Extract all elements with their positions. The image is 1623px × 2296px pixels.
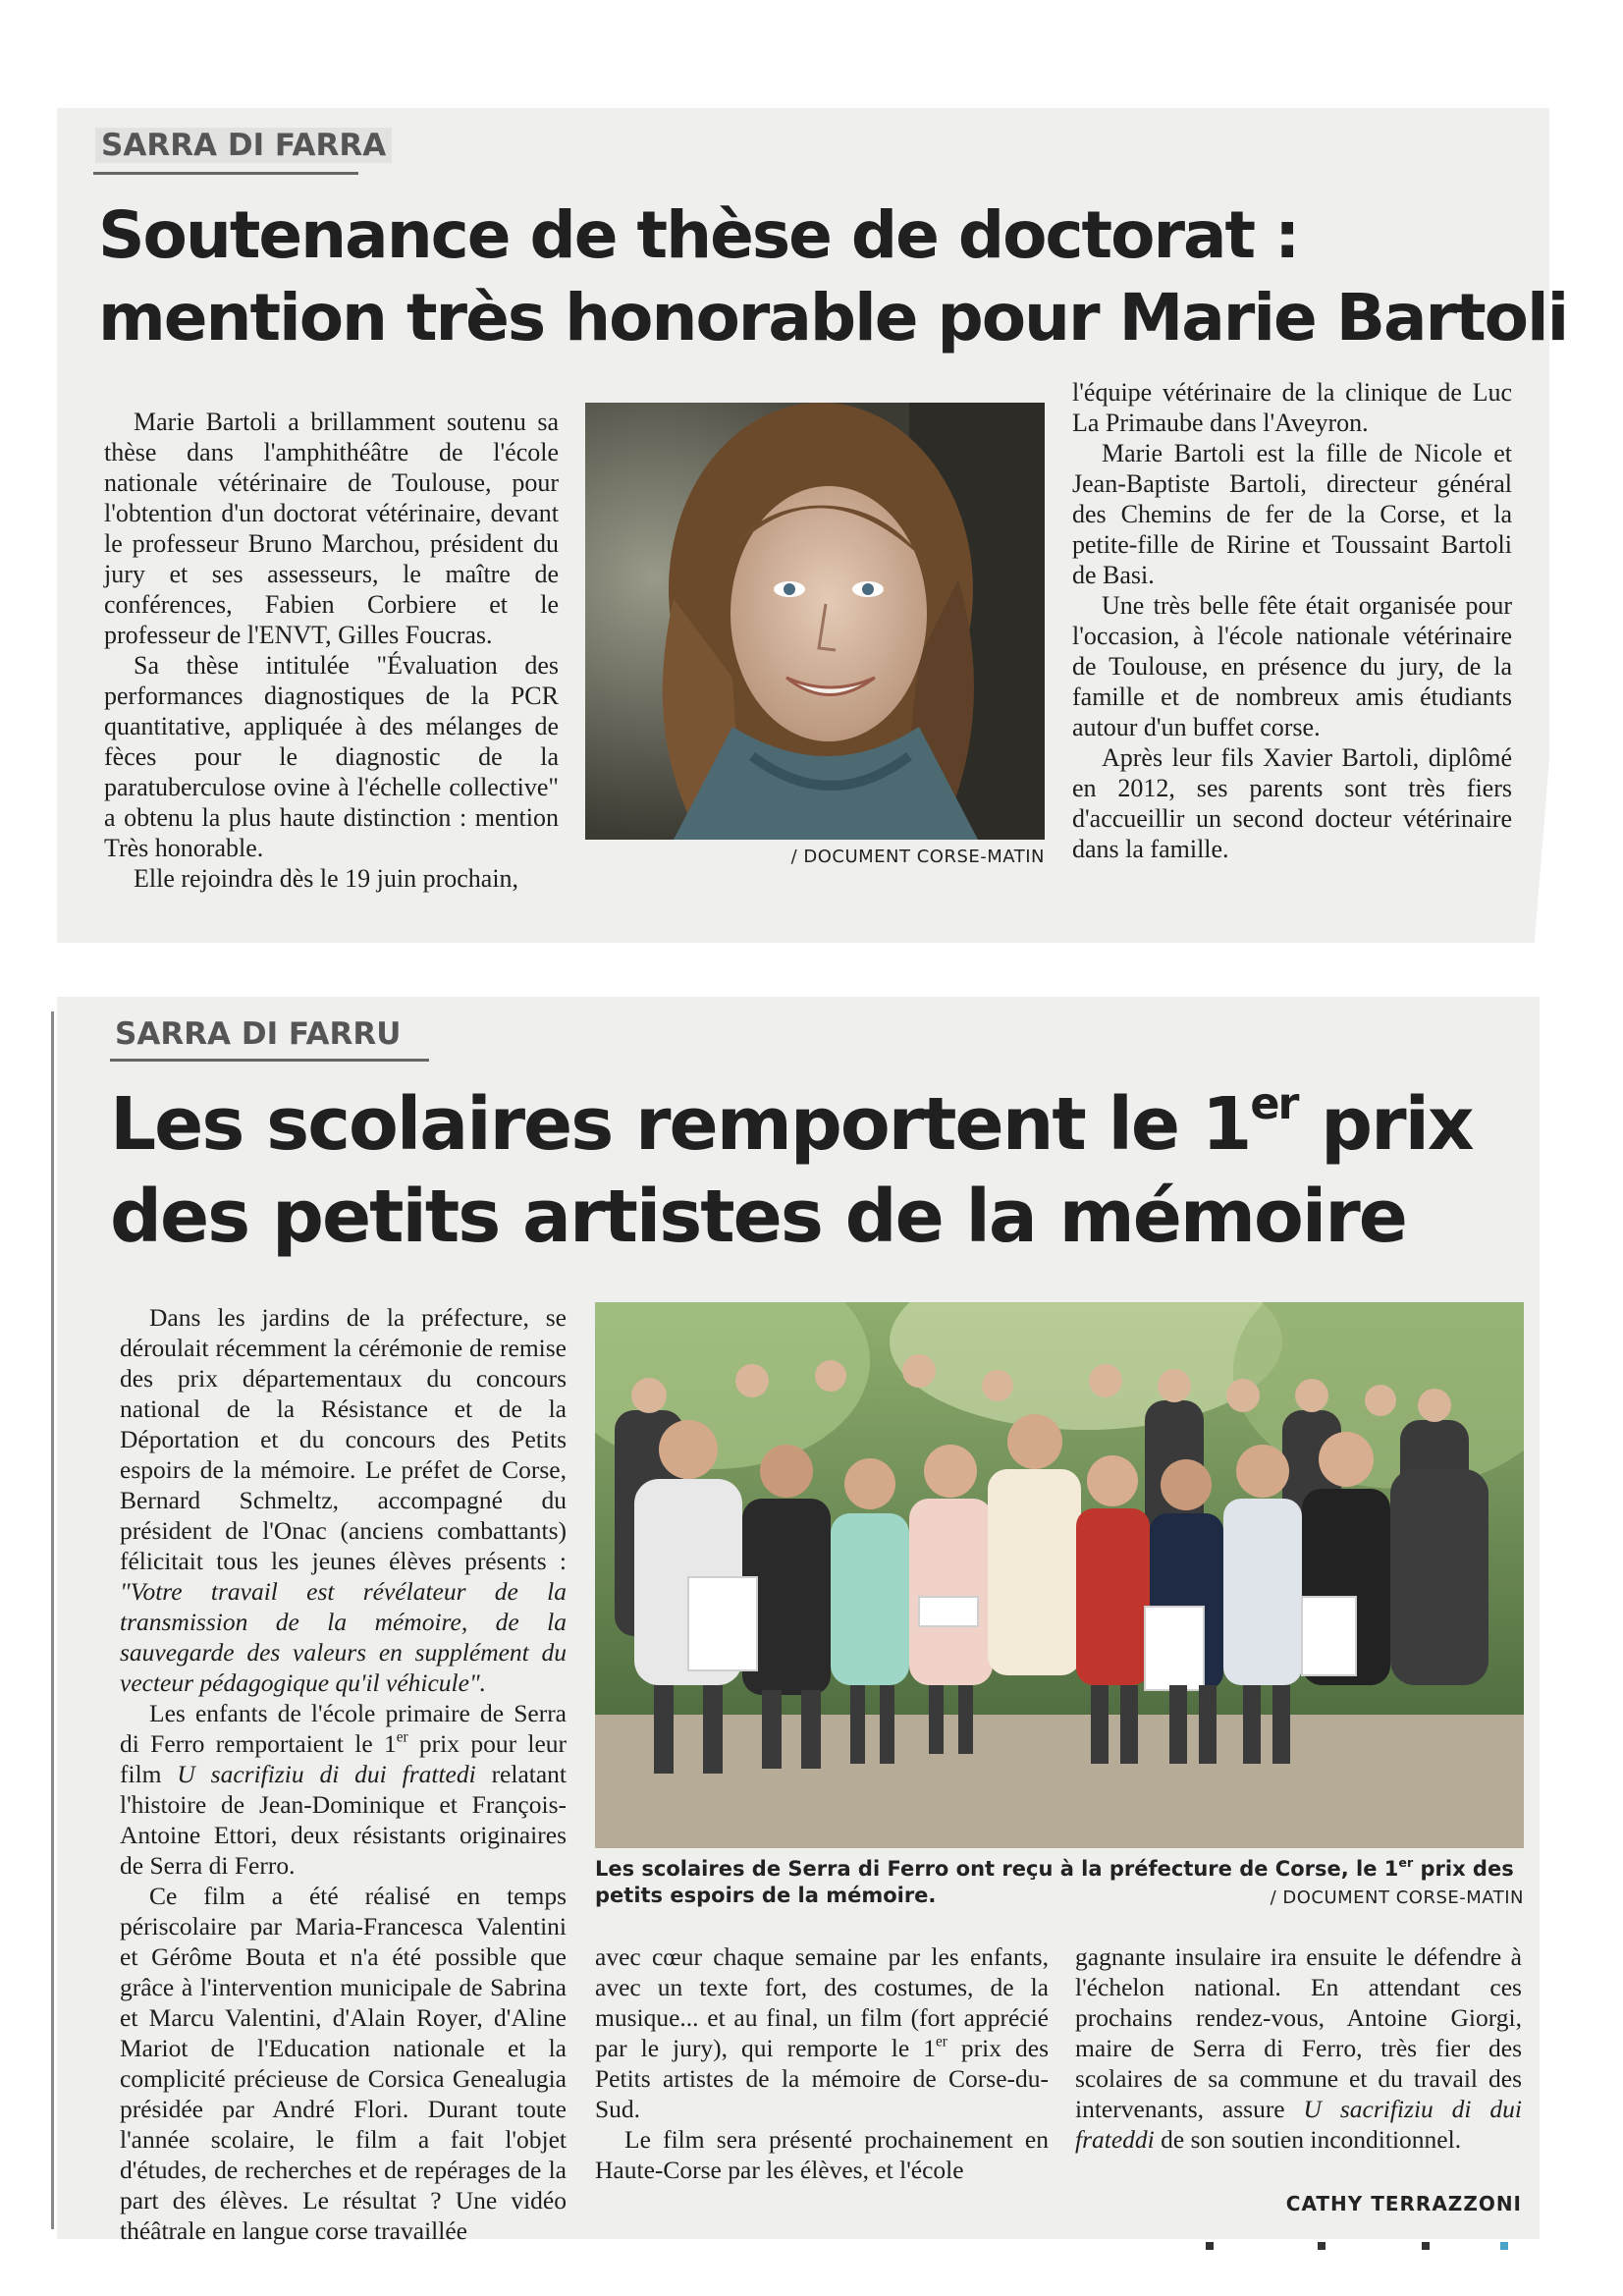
quote: "Votre travail est révélateur de la transmission de la mémoire, de la sauvegarde des valeurs en supplément du vecteur pédagogique qu'il véhicule". [120,1577,567,1697]
group-image [595,1302,1524,1848]
paragraph: l'équipe vétérinaire de la clinique de Luc La Primaube dans l'Aveyron. [1072,378,1512,437]
text: relatant l'histoire de Jean-Dominique et François-Antoine Ettori, deux résistants originaires de Serra di Ferro. [120,1760,568,1880]
headline-text: Les scolaires remportent le 1 [110,1082,1251,1167]
article2-headline-line2: des petits artistes de la mémoire [110,1175,1406,1259]
kicker-rule [93,172,358,175]
scan-mark [1422,2242,1430,2250]
text: de son soutien inconditionnel. [1161,2125,1462,2154]
article1-headline-line2: mention très honorable pour Marie Bartoli [98,280,1568,355]
text: prix des Petits artistes de la mémoire de Corse-du-Sud. [595,2034,1049,2123]
article2-kicker: SARRA DI FARRU [115,1016,402,1052]
group-photo [595,1302,1524,1848]
article2-column-3 [1075,1941,1522,2155]
caption-sup: er [1398,1855,1414,1871]
margin-rule [51,1011,54,2229]
byline: CATHY TERRAZZONI [1285,2192,1522,2215]
article1-headline [98,194,1567,359]
scan-mark [1500,2242,1508,2250]
text: gagnante insulaire ira ensuite le défendre à l'échelon national. En attendant ces prochains rendez-vous, Antoine Giorgi, maire de Serra di Ferro, très fier des scolaires de sa commune et du travail des intervenants, assure [1075,1942,1522,2123]
film-title: U sacrifiziu di dui frattedi [177,1760,476,1788]
article2-photo-credit: / DOCUMENT CORSE-MATIN [1270,1887,1524,1908]
article1-headline-line1: Soutenance de thèse de doctorat : [98,197,1299,273]
paragraph: Marie Bartoli a brillamment soutenu sa thèse dans l'amphithéâtre de l'école nationale vétérinaire de Toulouse, pour l'obtention d'un doctorat vétérinaire, devant le professeur Bruno Marchou, président du jury et ses assesseurs, le maître de conférences, Fabien Corbiere et le professeur de l'ENVT, Gilles Foucras. [104,408,559,649]
paragraph: Ce film a été réalisé en temps périscolaire par Maria-Francesca Valentini et Gérôme Bouta et n'a été possible que grâce à l'intervention municipale de Sabrina et Marcu Valentini, d'Alain Royer, d'Aline Mariot de l'Education nationale et la complicité précieuse de Corsica Genealugia présidée par André Flori. Durant toute l'année scolaire, le film a fait l'objet d'études, de recherches et de repérages de la part des élèves. Le résultat ? Une vidéo théâtrale en langue corse travaillée [120,1882,567,2245]
caption-text: prix des petits espoirs de la mémoire. [595,1857,1514,1907]
text: prix pour leur film [120,1729,568,1788]
film-title: U sacrifiziu di dui frateddi [1075,2095,1522,2154]
article1-column-1 [104,407,559,894]
paragraph [120,1302,567,1698]
portrait-image [585,403,1045,840]
text: Les enfants de l'école primaire de Serra di Ferro remportaient le 1 [120,1699,567,1758]
text: avec cœur chaque semaine par les enfants, avec un texte fort, des costumes, de la musique... et au final, un film (fort apprécié par le jury), qui remporte le 1 [595,1942,1049,2062]
headline-text: prix [1297,1082,1473,1167]
article2-headline-line1 [110,1078,1473,1171]
scan-mark [1206,2242,1214,2250]
paragraph: Après leur fils Xavier Bartoli, diplômé en 2012, ses parents sont très fiers d'accueillir un second docteur vétérinaire dans la famille. [1072,743,1512,863]
caption-text: Les scolaires de Serra di Ferro ont reçu à la préfecture de Corse, le 1 [595,1857,1399,1881]
article1-photo-credit: / DOCUMENT CORSE-MATIN [790,847,1045,867]
paragraph: Sa thèse intitulée "Évaluation des performances diagnostiques de la PCR quantitative, appliquée à des mélanges de fèces pour le diagnostic de la paratuberculose ovine à l'échelle collective" a obtenu la plus haute distinction : mention Très honorable. [104,651,559,862]
portrait-photo [585,403,1045,840]
article2-headline [110,1078,1473,1263]
article2-column-2 [595,1941,1049,2185]
kicker-rule [110,1059,429,1062]
paragraph: Le film sera présenté prochainement en Haute-Corse par les élèves, et l'école [595,2125,1049,2184]
sup: er [396,1728,408,1746]
paragraph [1075,1941,1522,2155]
scan-mark [1318,2242,1325,2250]
sup: er [935,2033,947,2050]
article2-column-1 [120,1302,567,2246]
headline-sup: er [1250,1078,1298,1129]
paragraph: Marie Bartoli est la fille de Nicole et Jean-Baptiste Bartoli, directeur général des Chemins de fer de la Corse, et la petite-fille de Ririne et Toussaint Bartoli de Basi. [1072,439,1512,589]
article1-kicker: SARRA DI FARRA [95,128,392,163]
text: Dans les jardins de la préfecture, se déroulait récemment la cérémonie de remise des prix départementaux du concours national de la Résistance et de la Déportation et du concours des Petits espoirs de la mémoire. Le préfet de Corse, Bernard Schmeltz, accompagné du président de l'Onac (anciens combattants) félicitait tous les jeunes élèves présents : [120,1303,567,1575]
paragraph: Elle rejoindra dès le 19 juin prochain, [134,864,519,893]
article1-column-2 [1072,377,1512,864]
paragraph [595,1941,1049,2124]
paragraph: Une très belle fête était organisée pour l'occasion, à l'école nationale vétérinaire de Toulouse, en présence du jury, de la famille et de nombreux amis étudiants autour d'un buffet corse. [1072,591,1512,741]
paragraph [120,1698,567,1881]
